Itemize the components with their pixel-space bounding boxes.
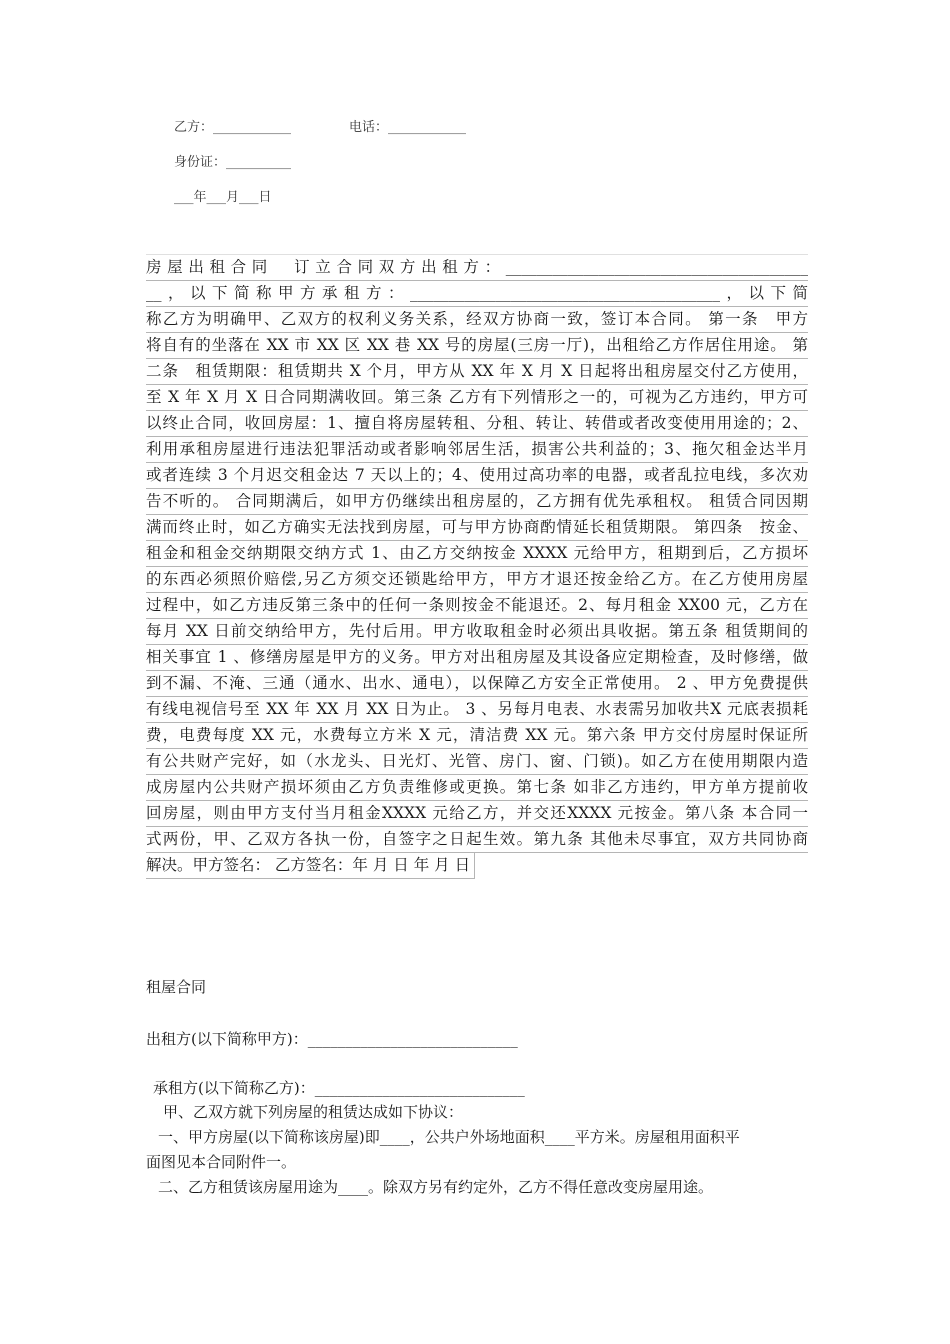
contract-title: 租屋合同 [146, 978, 207, 996]
id-card-field: 身份证：__________ [174, 155, 292, 170]
contract-line: 利用承租房屋进行违法犯罪活动或者影响邻居生活，损害公共利益的；3、拖欠租金达半月 [146, 437, 808, 463]
contract-line: 相关事宜 1 、修缮房屋是甲方的义务。甲方对出租房屋及其设备应定期检查，及时修缮，做 [146, 645, 808, 671]
contract-line: 租金和租金交纳期限交纳方式 1、由乙方交纳按金 XXXX 元给甲方，租期到后，乙方损坏 [146, 541, 808, 567]
contract-line: 式两份，甲、乙双方各执一份，自签字之日起生效。第九条 其他未尽事宜，双方共同协商 [146, 827, 808, 853]
agreement-intro: 甲、乙双方就下列房屋的租赁达成如下协议： [163, 1103, 464, 1121]
phone-field: 电话：____________ [349, 120, 467, 135]
contract-line: 房屋出租合同 订立合同双方出租方：_______________________________________ [146, 254, 808, 281]
clause-2: 二、乙方租赁该房屋用途为____。除双方另有约定外，乙方不得任意改变房屋用途。 [158, 1178, 714, 1196]
contract-line: 回房屋，则由甲方支付当月租金XXXX 元给乙方，并交还XXXX 元按金。第八条 本合同一 [146, 801, 808, 827]
contract-line: 到不漏、不淹、三通（通水、出水、通电），以保障乙方安全正常使用。 2 、甲方免费提供 [146, 671, 808, 697]
contract-line: 以终止合同，收回房屋：1、擅自将房屋转租、分租、转让、转借或者改变使用用途的；2、 [146, 411, 808, 437]
contract-line: 的东西必须照价赔偿,另乙方须交还锁匙给甲方，甲方才退还按金给乙方。在乙方使用房屋 [146, 567, 808, 593]
contract-line: 有线电视信号至 XX 年 XX 月 XX 日为止。 3 、另每月电表、水表需另加收共X 元底表损耗 [146, 697, 808, 723]
rental-contract-text [146, 254, 808, 883]
party-b-field: 乙方：____________ [174, 120, 292, 135]
contract-line: 称乙方为明确甲、乙双方的权利义务关系，经双方协商一致，签订本合同。 第一条 甲方 [146, 307, 808, 333]
contract-line: 过程中，如乙方违反第三条中的任何一条则按金不能退还。2、每月租金 XX00 元，乙方在 [146, 593, 808, 619]
contract-line: 二条 租赁期限：租赁期共 X 个月，甲方从 XX 年 X 月 X 日起将出租房屋交付乙方使用， [146, 359, 808, 385]
lessee-field: 承租方(以下简称乙方)：____________________________ [153, 1079, 525, 1097]
contract-line: 解决。甲方签名： 乙方签名：年 月 日 年 月 日 [146, 853, 475, 879]
contract-line: 每月 XX 日前交纳给甲方，先付后用。甲方收取租金时必须出具收据。第五条 租赁期间的 [146, 619, 808, 645]
contract-line: 满而终止时，如乙方确实无法找到房屋，可与甲方协商酌情延长租赁期限。 第四条 按金、 [146, 515, 808, 541]
contract-line: __，以下简称甲方承租方：________________________________________，以下简 [146, 281, 808, 307]
contract-line: 或者连续 3 个月迟交租金达 7 天以上的；4、使用过高功率的电器，或者乱拉电线，多次劝 [146, 463, 808, 489]
contract-line: 至 X 年 X 月 X 日合同期满收回。第三条 乙方有下列情形之一的，可视为乙方违约，甲方可 [146, 385, 808, 411]
contract-line: 成房屋内公共财产损坏须由乙方负责维修或更换。第七条 如非乙方违约，甲方单方提前收 [146, 775, 808, 801]
signature-date: ___年___月___日 [174, 190, 272, 205]
lessor-field: 出租方(以下简称甲方)：____________________________ [146, 1030, 518, 1048]
clause-1-line-2: 面图见本合同附件一。 [146, 1153, 297, 1171]
contract-line: 将自有的坐落在 XX 市 XX 区 XX 巷 XX 号的房屋(三房一厅)，出租给乙方作居住用途。 第 [146, 333, 808, 359]
clause-1-line-1: 一、甲方房屋(以下简称该房屋)即____，公共户外场地面积____平方米。房屋租用面积平 [158, 1128, 740, 1146]
contract-line: 告不听的。 合同期满后，如甲方仍继续出租房屋的，乙方拥有优先承租权。 租赁合同因期 [146, 489, 808, 515]
contract-line: 有公共财产完好，如（水龙头、日光灯、光管、房门、窗、门锁)。如乙方在使用期限内造 [146, 749, 808, 775]
contract-line: 费，电费每度 XX 元，水费每立方米 X 元，清洁费 XX 元。第六条 甲方交付房屋时保证所 [146, 723, 808, 749]
